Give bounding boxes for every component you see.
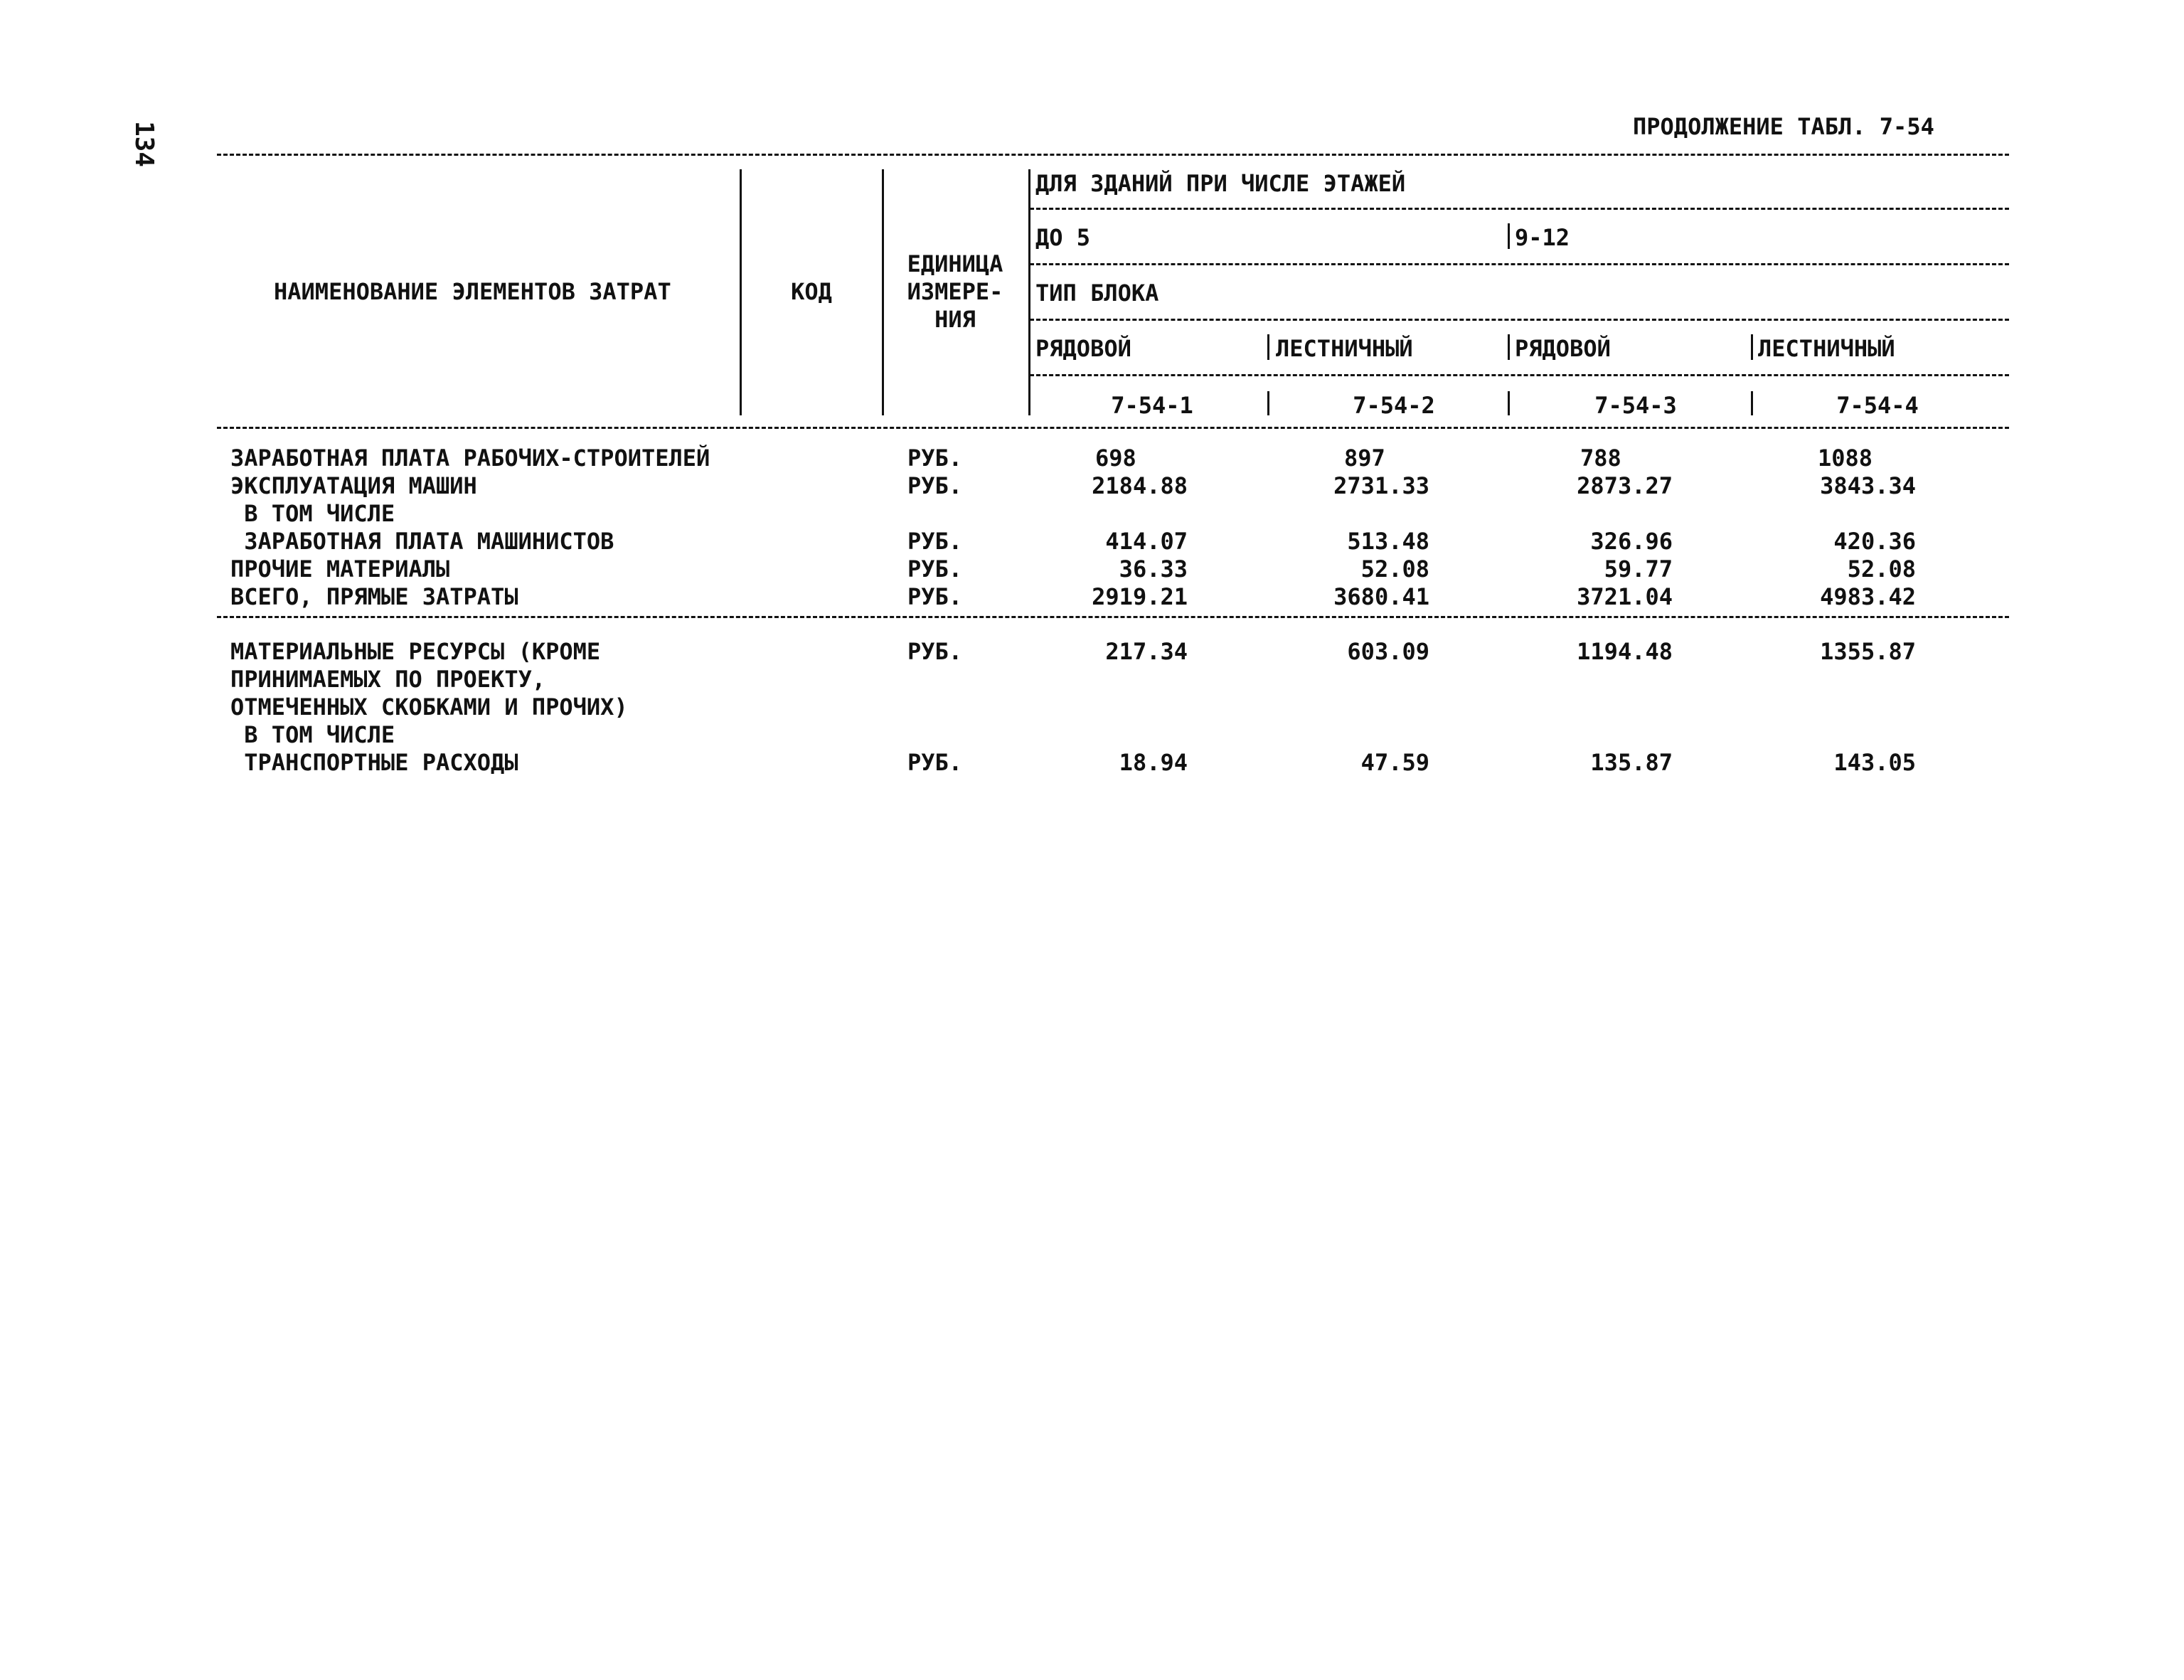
header-rule-3 (1030, 319, 2009, 321)
header-divider-floors (1508, 223, 1510, 249)
header-unit-line1: ЕДИНИЦА (907, 250, 1003, 277)
row-value: 2873.27 (1577, 472, 1673, 499)
header-rule-4 (1030, 374, 2009, 376)
header-divider-code (882, 169, 884, 415)
row-unit: РУБ. (907, 638, 963, 665)
header-block-type: ТИП БЛОКА (1035, 280, 1159, 307)
header-bottom-rule (217, 427, 2009, 429)
row-value: 1194.48 (1577, 638, 1673, 665)
row-name: ЗАРАБОТНАЯ ПЛАТА РАБОЧИХ-СТРОИТЕЛЕЙ (230, 445, 710, 472)
header-floors-group-2: 9-12 (1515, 224, 1570, 251)
row-value: 3680.41 (1333, 583, 1429, 610)
row-value: 52.08 (1360, 555, 1429, 583)
header-divider-code-4 (1751, 391, 1753, 415)
section-rule (217, 616, 2009, 618)
header-code-4: 7-54-4 (1836, 392, 1919, 419)
header-divider-code-2 (1267, 391, 1269, 415)
header-code: КОД (791, 278, 832, 305)
row-unit: РУБ. (907, 583, 963, 610)
row-value: 135.87 (1590, 749, 1673, 776)
row-value: 3843.34 (1820, 472, 1916, 499)
row-value: 2731.33 (1333, 472, 1429, 499)
row-unit: РУБ. (907, 749, 963, 776)
header-element-name: НАИМЕНОВАНИЕ ЭЛЕМЕНТОВ ЗАТРАТ (274, 278, 671, 305)
header-code-2: 7-54-2 (1353, 392, 1435, 419)
header-type-3: РЯДОВОЙ (1515, 335, 1611, 362)
row-name: ТРАНСПОРТНЫЕ РАСХОДЫ (230, 749, 518, 776)
row-value: 36.33 (1119, 555, 1188, 583)
row-value: 897 (1344, 445, 1385, 472)
header-rule-2 (1030, 263, 2009, 265)
row-value: 788 (1580, 445, 1621, 472)
table-caption: ПРОДОЛЖЕНИЕ ТАБЛ. 7-54 (1633, 113, 1934, 140)
row-value: 59.77 (1604, 555, 1673, 583)
row-value: 4983.42 (1820, 583, 1916, 610)
row-name: В ТОМ ЧИСЛЕ (230, 500, 395, 527)
row-value: 47.59 (1360, 749, 1429, 776)
header-divider-type-4 (1751, 334, 1753, 360)
header-divider-unit (1028, 169, 1030, 415)
row-value: 18.94 (1119, 749, 1188, 776)
header-floors-group-1: ДО 5 (1035, 224, 1091, 251)
row-unit: РУБ. (907, 445, 963, 472)
header-type-1: РЯДОВОЙ (1035, 335, 1131, 362)
header-floors-title: ДЛЯ ЗДАНИЙ ПРИ ЧИСЛЕ ЭТАЖЕЙ (1035, 170, 1406, 197)
header-code-3: 7-54-3 (1594, 392, 1677, 419)
header-code-1: 7-54-1 (1111, 392, 1193, 419)
row-value: 326.96 (1590, 528, 1673, 555)
header-type-2: ЛЕСТНИЧНЫЙ (1276, 335, 1413, 362)
row-value: 2919.21 (1092, 583, 1188, 610)
row-name: ОТМЕЧЕННЫХ СКОБКАМИ И ПРОЧИХ) (230, 693, 628, 721)
row-value: 143.05 (1833, 749, 1916, 776)
row-name: ПРОЧИЕ МАТЕРИАЛЫ (230, 555, 450, 583)
row-name: В ТОМ ЧИСЛЕ (230, 721, 395, 748)
row-unit: РУБ. (907, 528, 963, 555)
page-number: 134 (129, 121, 159, 168)
row-name: ЭКСПЛУАТАЦИЯ МАШИН (230, 472, 477, 499)
row-value: 1355.87 (1820, 638, 1916, 665)
row-name: ВСЕГО, ПРЯМЫЕ ЗАТРАТЫ (230, 583, 518, 610)
header-divider-type-3 (1508, 334, 1510, 360)
row-unit: РУБ. (907, 555, 963, 583)
row-name: ЗАРАБОТНАЯ ПЛАТА МАШИНИСТОВ (230, 528, 614, 555)
row-value: 698 (1095, 445, 1136, 472)
header-rule-1 (1030, 208, 2009, 210)
row-value: 52.08 (1847, 555, 1916, 583)
header-type-4: ЛЕСТНИЧНЫЙ (1758, 335, 1895, 362)
header-divider-code-3 (1508, 391, 1510, 415)
row-unit: РУБ. (907, 472, 963, 499)
row-value: 414.07 (1105, 528, 1188, 555)
row-value: 513.48 (1347, 528, 1429, 555)
row-name: ПРИНИМАЕМЫХ ПО ПРОЕКТУ, (230, 666, 546, 693)
top-rule (217, 154, 2009, 156)
row-value: 603.09 (1347, 638, 1429, 665)
row-name: МАТЕРИАЛЬНЫЕ РЕСУРСЫ (КРОМЕ (230, 638, 601, 665)
row-value: 420.36 (1833, 528, 1916, 555)
header-unit-line2: ИЗМЕРЕ- (907, 278, 1003, 305)
header-divider-type-2 (1267, 334, 1269, 360)
row-value: 1088 (1818, 445, 1873, 472)
row-value: 2184.88 (1092, 472, 1188, 499)
row-value: 3721.04 (1577, 583, 1673, 610)
row-value: 217.34 (1105, 638, 1188, 665)
header-divider-name (740, 169, 742, 415)
header-unit-line3: НИЯ (934, 306, 976, 333)
